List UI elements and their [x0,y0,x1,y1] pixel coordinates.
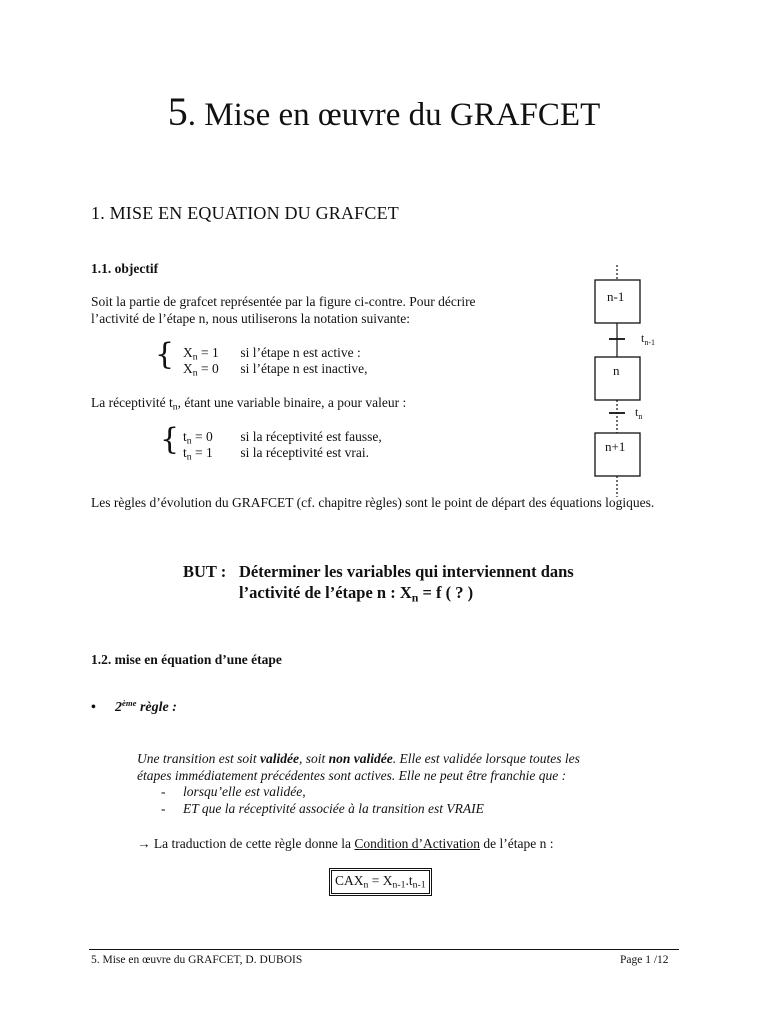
bullet: • [91,700,96,715]
goal-line-2: l’activité de l’étape n : $X_n = f$ ( ? ) [239,583,474,605]
title-text: . Mise en œuvre du GRAFCET [187,97,601,133]
step-label-n: n [613,363,620,378]
rule-line-2: étapes immédiatement précédentes sont actives. Elle ne peut être franchie que : [137,767,567,783]
rule-list-item-1: - lorsqu’elle est validée, [161,784,306,799]
footer-title: 5. Mise en œuvre du GRAFCET, D. DUBOIS [91,954,303,966]
rules-paragraph: Les règles d’évolution du GRAFCET (cf. chapitre règles) sont le point de départ des équations logiques. [91,495,655,510]
page-title [0,88,768,135]
t-definitions [183,429,382,461]
intro-line-2: l’activité de l’étape n, nous utiliserons la notation suivante: [91,311,411,326]
footer-rule [89,949,679,950]
x-definitions [183,345,367,377]
x-def-1: $X_n = 1$ si l’étape n est active : [183,345,361,363]
intro-paragraph [91,293,541,327]
brace-x-definitions: { [155,337,175,372]
rule-2-text [137,751,580,817]
cax-equation-box: $CAX_n = X_{n-1}.t_{n-1}$ [331,870,430,894]
arrow-right-icon: → [137,836,151,851]
receptivity-paragraph: La réceptivité $t_n$, étant une variable binaire, a pour valeur : [91,395,407,413]
page-number: Page 1 /12 [620,954,669,966]
subsection-heading-1-1: 1.1. objectif [91,261,159,276]
goal-line-1: BUT : Déterminer les variables qui interviennent dans [183,562,574,581]
intro-line-1: Soit la partie de grafcet représentée par la figure ci-contre. Pour décrire [91,294,476,309]
grafcet-diagram [580,265,680,505]
section-heading-1: 1. MISE EN EQUATION DU GRAFCET [91,203,399,223]
subsection-heading-1-2: 1.2. mise en équation d’une étape [91,652,282,667]
rule-2-heading: • 2ème règle : [91,698,177,715]
step-label-n-minus-1: n-1 [607,289,625,304]
rule-list-item-2: - ET que la réceptivité associée à la transition est VRAIE [161,800,484,816]
goal-statement [183,561,574,603]
brace-t-definitions: { [160,422,180,457]
translation-sentence: → La traduction de cette règle donne la Condition d’Activation de l’étape n : [137,836,554,851]
x-def-2: $X_n = 0$ si l’étape n est inactive, [183,361,368,379]
activation-condition-term: Condition d’Activation [354,836,481,851]
transition-label-2: $t_n$ [635,405,643,421]
t-def-2: $t_n = 1$ si la réceptivité est vrai. [183,445,369,463]
rule-line-1: Une transition est soit validée, soit non validée. Elle est validée lorsque toutes les [137,751,580,766]
transition-label-1: $t_{n-1}$ [641,331,656,347]
title-number: 5 [167,89,188,134]
t-def-1: $t_n = 0$ si la réceptivité est fausse, [183,429,382,447]
step-label-n-plus-1: n+1 [605,439,626,454]
